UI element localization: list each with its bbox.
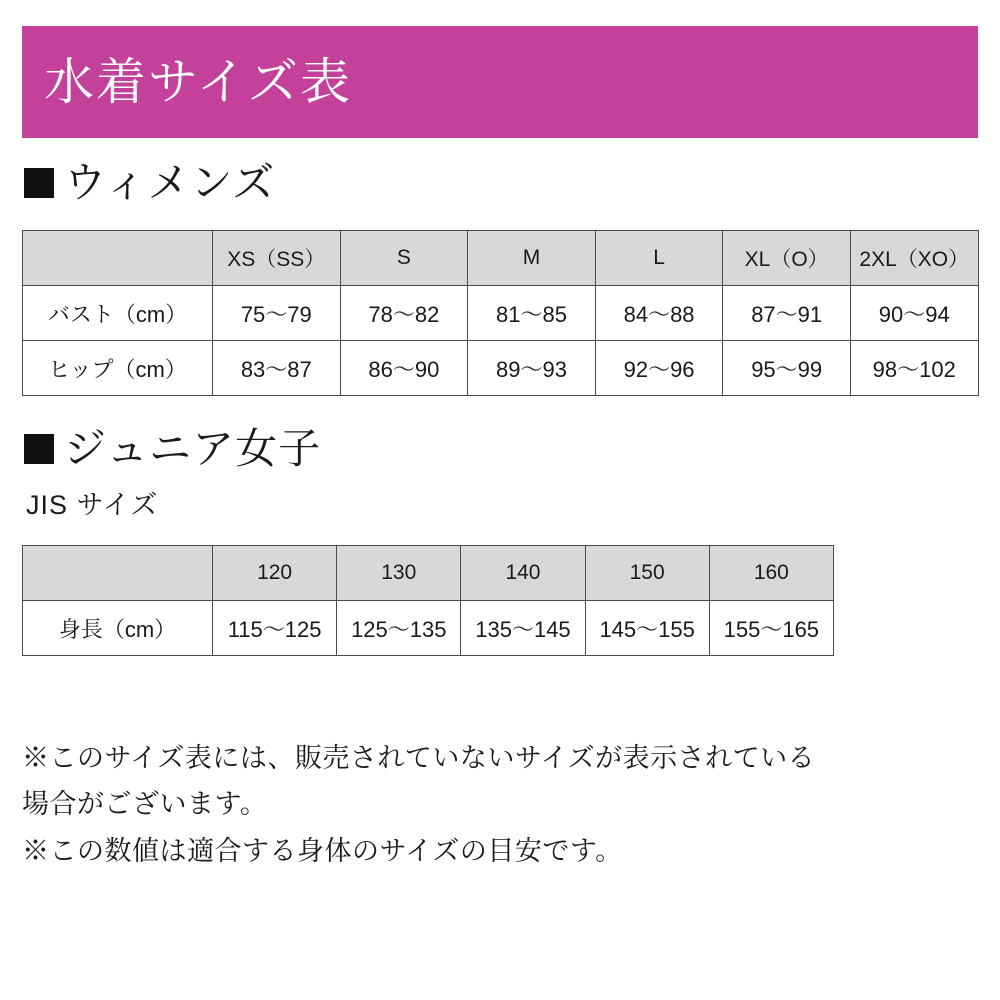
column-header: L [595, 231, 723, 286]
section-heading-junior-girls-label: ジュニア女子 [64, 425, 322, 472]
section-heading-womens-label: ウィメンズ [64, 159, 276, 206]
table-cell: 86〜90 [340, 341, 468, 396]
column-header: XS（SS） [213, 231, 341, 286]
table-row [23, 286, 979, 341]
column-header: 2XL（XO） [850, 231, 978, 286]
table-cell: 115〜125 [213, 601, 337, 656]
section-heading-womens [24, 159, 276, 206]
table-cell: 125〜135 [337, 601, 461, 656]
womens-size-table [22, 230, 979, 396]
table-header-row [23, 546, 834, 601]
column-header: 150 [585, 546, 709, 601]
table-cell: 84〜88 [595, 286, 723, 341]
table-row [23, 601, 834, 656]
table-cell: 155〜165 [709, 601, 833, 656]
subheading-jis-size: JIS サイズ [26, 490, 159, 520]
table-cell: 78〜82 [340, 286, 468, 341]
column-header: 140 [461, 546, 585, 601]
column-header: 160 [709, 546, 833, 601]
table-cell: 83〜87 [213, 341, 341, 396]
table-corner-cell [23, 546, 213, 601]
table-cell: 75〜79 [213, 286, 341, 341]
table-row [23, 341, 979, 396]
row-label: ヒップ（cm） [23, 341, 213, 396]
table-cell: 98〜102 [850, 341, 978, 396]
black-square-icon [24, 434, 54, 464]
table-cell: 87〜91 [723, 286, 851, 341]
column-header: 120 [213, 546, 337, 601]
column-header: S [340, 231, 468, 286]
column-header: M [468, 231, 596, 286]
table-cell: 81〜85 [468, 286, 596, 341]
table-cell: 145〜155 [585, 601, 709, 656]
junior-girls-size-table [22, 545, 834, 656]
note-line: ※このサイズ表には、販売されていないサイズが表示されている [22, 743, 816, 773]
table-cell: 95〜99 [723, 341, 851, 396]
note-line: ※この数値は適合する身体のサイズの目安です。 [22, 835, 623, 866]
table-cell: 89〜93 [468, 341, 596, 396]
row-label: 身長（cm） [23, 601, 213, 656]
page-header-banner [22, 26, 978, 138]
table-corner-cell [23, 231, 213, 286]
table-cell: 92〜96 [595, 341, 723, 396]
column-header: XL（O） [723, 231, 851, 286]
table-cell: 135〜145 [461, 601, 585, 656]
row-label: バスト（cm） [23, 286, 213, 341]
black-square-icon [24, 168, 54, 198]
page-title: 水着サイズ表 [44, 54, 352, 110]
table-header-row [23, 231, 979, 286]
section-heading-junior-girls [24, 425, 322, 472]
table-cell: 90〜94 [850, 286, 978, 341]
column-header: 130 [337, 546, 461, 601]
note-line: 場合がございます。 [22, 789, 268, 820]
notes-block [22, 735, 982, 874]
